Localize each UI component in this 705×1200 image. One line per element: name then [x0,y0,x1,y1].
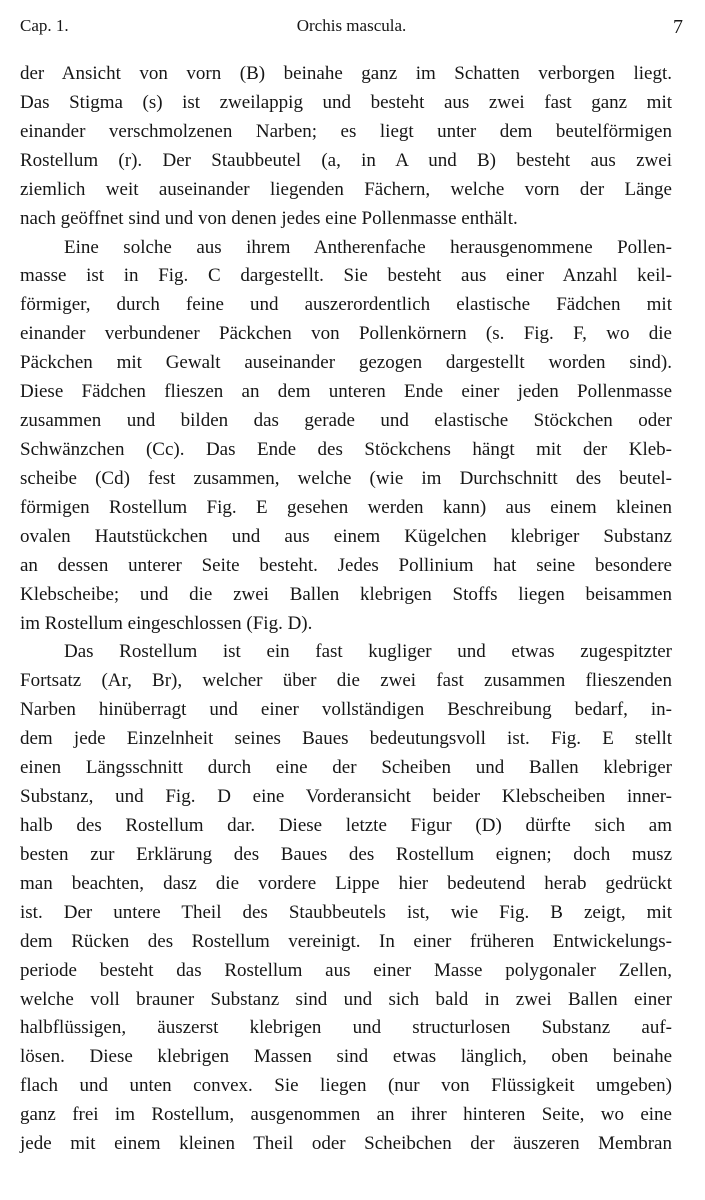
text-line: einen Längsschnitt durch eine der Scheiben und Ballen klebriger [20,757,672,779]
text-line: welche voll brauner Substanz sind und sich bald in zwei Ballen einer [20,988,672,1010]
text-line: Das Rostellum ist ein fast kugliger und etwas zugespitzter [64,641,672,663]
text-line: ziemlich weit auseinander liegenden Fächern, welche vorn der Länge [20,178,672,200]
text-line: dem jede Einzelnheit seines Baues bedeutungsvoll ist. Fig. E stellt [20,728,672,750]
text-line: Schwänzchen (Cc). Das Ende des Stöckchens hängt mit der Kleb- [20,438,672,460]
text-line: nach geöffnet sind und von denen jedes eine Pollenmasse enthält. [20,207,518,229]
text-line: besten zur Erklärung des Baues des Rostellum eignen; doch musz [20,843,672,865]
text-line: flach und unten convex. Sie liegen (nur von Flüssigkeit umgeben) [20,1075,672,1097]
text-line: lösen. Diese klebrigen Massen sind etwas länglich, oben beinahe [20,1046,672,1068]
text-line: scheibe (Cd) fest zusammen, welche (wie im Durchschnitt des beutel- [20,467,672,489]
text-line: einander verbundener Päckchen von Pollenkörnern (s. Fig. F, wo die [20,323,672,345]
text-line: der Ansicht von vorn (B) beinahe ganz im Schatten verborgen liegt. [20,63,672,84]
chapter-label: Cap. 1. [20,16,69,35]
text-line: ovalen Hautstückchen und aus einem Kügelchen klebriger Substanz [20,525,672,547]
text-line: im Rostellum eingeschlossen (Fig. D). [20,612,313,634]
text-line: Fortsatz (Ar, Br), welcher über die zwei fast zusammen flieszenden [20,670,672,692]
text-line: dem Rücken des Rostellum vereinigt. In einer früheren Entwickelungs- [20,930,672,952]
text-line: Das Stigma (s) ist zweilappig und besteht aus zwei fast ganz mit [20,91,672,113]
text-line: Substanz, und Fig. D eine Vorderansicht beider Klebscheiben inner- [20,786,672,808]
text-line: Klebscheibe; und die zwei Ballen klebrigen Stoffs liegen beisammen [20,583,672,605]
text-line: Narben hinüberragt und einer vollständigen Beschreibung bedarf, in- [20,699,672,721]
text-line: einander verschmolzenen Narben; es liegt unter dem beutelförmigen [20,120,672,142]
running-header [20,16,683,42]
text-line: jede mit einem kleinen Theil oder Scheibchen der äuszeren Membran [20,1133,672,1155]
text-line: ist. Der untere Theil des Staubbeutels ist, wie Fig. B zeigt, mit [20,901,672,923]
text-line: masse ist in Fig. C dargestellt. Sie besteht aus einer Anzahl keil- [20,265,672,287]
text-line: Rostellum (r). Der Staubbeutel (a, in A und B) besteht aus zwei [20,149,672,171]
text-line: periode besteht das Rostellum aus einer Masse polygonaler Zellen, [20,959,672,981]
text-line: zusammen und bilden das gerade und elastische Stöckchen oder [20,410,672,432]
text-line: förmiger, durch feine und auszerordentlich elastische Fädchen mit [20,294,672,316]
page-number: 7 [673,16,683,38]
text-line: ganz frei im Rostellum, ausgenommen an ihrer hinteren Seite, wo eine [20,1104,672,1126]
text-line: man beachten, dasz die vordere Lippe hier bedeutend herab gedrückt [20,872,672,894]
text-line: halbflüssigen, äuszerst klebrigen und structurlosen Substanz auf- [20,1017,672,1039]
text-line: an dessen unterer Seite besteht. Jedes Pollinium hat seine besondere [20,554,672,576]
text-line: förmigen Rostellum Fig. E gesehen werden kann) aus einem kleinen [20,496,672,518]
body-text [20,60,672,1159]
text-line: Päckchen mit Gewalt auseinander gezogen dargestellt worden sind). [20,352,672,374]
text-line: halb des Rostellum dar. Diese letzte Figur (D) dürfte sich am [20,814,672,836]
text-line: Diese Fädchen flieszen an dem unteren Ende einer jeden Pollenmasse [20,381,672,403]
running-title: Orchis mascula. [296,16,407,35]
text-line: Eine solche aus ihrem Antherenfache herausgenommene Pollen- [64,236,672,258]
